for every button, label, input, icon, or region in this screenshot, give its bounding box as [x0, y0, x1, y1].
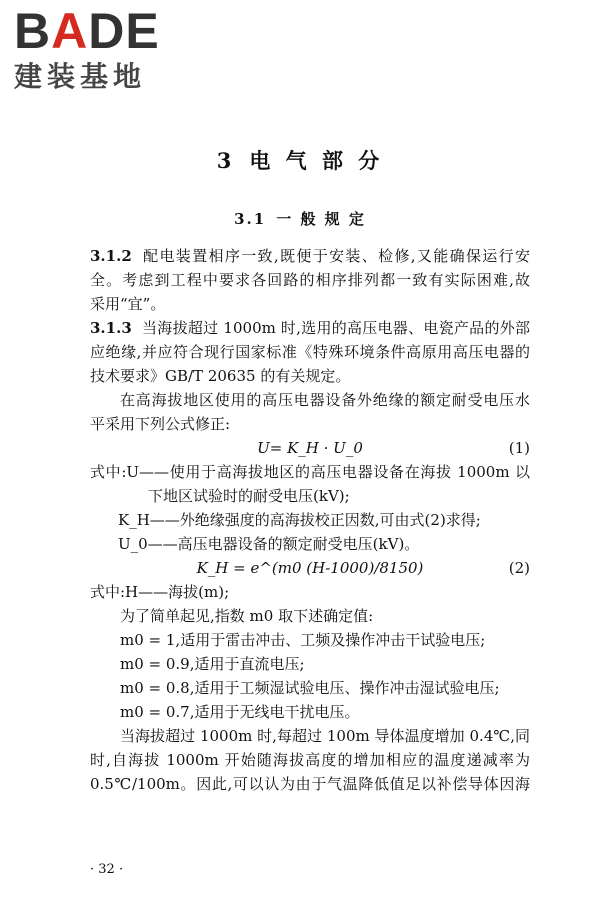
def-u-line-2: 下地区试验时的耐受电压(kV);: [148, 487, 350, 505]
m0-desc: ,适用于无线电干扰电压。: [189, 703, 360, 721]
page-number: · 32 ·: [90, 862, 124, 877]
logo-letters-de: DE: [88, 3, 160, 59]
m0-value: m0 = 0.7: [120, 703, 190, 721]
formula-1-expression: U= K_H · U_0: [257, 439, 363, 457]
logo-letter-b: B: [14, 3, 52, 59]
clause-312-text-1: 配电装置相序一致,既便于安装、检修,又能确保运行安: [141, 247, 530, 265]
logo-chinese: 建装基地: [14, 60, 147, 93]
clause-312-number: 3.1.2: [90, 247, 132, 265]
chapter-number: 3: [216, 148, 236, 173]
temp-line-1: 当海拔超过 1000m 时,每超过 100m 导体温度增加 0.4℃,同: [120, 727, 530, 745]
section-title: 一 般 规 定: [276, 210, 366, 228]
formula-2-expression: K_H = e^(m0 (H-1000)/8150): [196, 559, 424, 577]
logo-letter-a: A: [51, 3, 89, 59]
m0-item: [90, 652, 530, 676]
m0-value: m0 = 1: [120, 631, 176, 649]
clause-313-line-2: 应绝缘,并应符合现行国家标准《特殊环境条件高原用高压电器的: [90, 343, 530, 361]
m0-value: m0 = 0.8: [120, 679, 190, 697]
logo-wordmark: [14, 3, 160, 59]
formula-1: [90, 436, 530, 460]
clause-313-para2-line-2: 平采用下列公式修正:: [90, 415, 231, 433]
clause-313-line-3: 技术要求》GB/T 20635 的有关规定。: [90, 367, 351, 385]
body-text: [90, 244, 530, 796]
formula-2-number: (2): [508, 559, 530, 577]
section-heading: [0, 208, 600, 229]
m0-item: [90, 628, 530, 652]
def-u-line-1: 式中:U——使用于高海拔地区的高压电器设备在海拔 1000m 以: [90, 463, 530, 481]
m0-item: [90, 676, 530, 700]
m0-desc: ,适用于工频湿试验电压、操作冲击湿试验电压;: [189, 679, 500, 697]
chapter-title: 电 气 部 分: [249, 148, 384, 173]
clause-313-line-1: [90, 316, 530, 340]
bade-logo: [14, 3, 160, 94]
m0-item: [90, 700, 530, 724]
m0-intro: 为了简单起见,指数 m0 取下述确定值:: [120, 607, 374, 625]
clause-313-number: 3.1.3: [90, 319, 132, 337]
clause-313-para2-line-1: 在高海拔地区使用的高压电器设备外绝缘的额定耐受电压水: [120, 391, 530, 409]
def-h: 式中:H——海拔(m);: [90, 583, 230, 601]
chapter-heading: [0, 145, 600, 175]
def-kh: K_H——外绝缘强度的高海拔校正因数,可由式(2)求得;: [118, 511, 481, 529]
m0-desc: ,适用于雷击冲击、工频及操作冲击干试验电压;: [175, 631, 486, 649]
formula-1-number: (1): [508, 439, 530, 457]
formula-2: [90, 556, 530, 580]
clause-312-line-2: 全。考虑到工程中要求各回路的相序排列都一致有实际困难,故: [90, 271, 530, 289]
clause-312-line-3: 采用“宜”。: [90, 295, 166, 313]
m0-desc: ,适用于直流电压;: [189, 655, 305, 673]
temp-line-3: 0.5℃/100m。因此,可以认为由于气温降低值足以补偿导体因海: [90, 775, 530, 793]
temp-line-2: 时,自海拔 1000m 开始随海拔高度的增加相应的温度递减率为: [90, 751, 530, 769]
clause-313-text-1: 当海拔超过 1000m 时,选用的高压电器、电瓷产品的外部: [141, 319, 530, 337]
def-u0: U_0——高压电器设备的额定耐受电压(kV)。: [118, 535, 420, 553]
section-number: 3.1: [234, 210, 267, 228]
clause-312-line-1: [90, 244, 530, 268]
m0-value: m0 = 0.9: [120, 655, 190, 673]
